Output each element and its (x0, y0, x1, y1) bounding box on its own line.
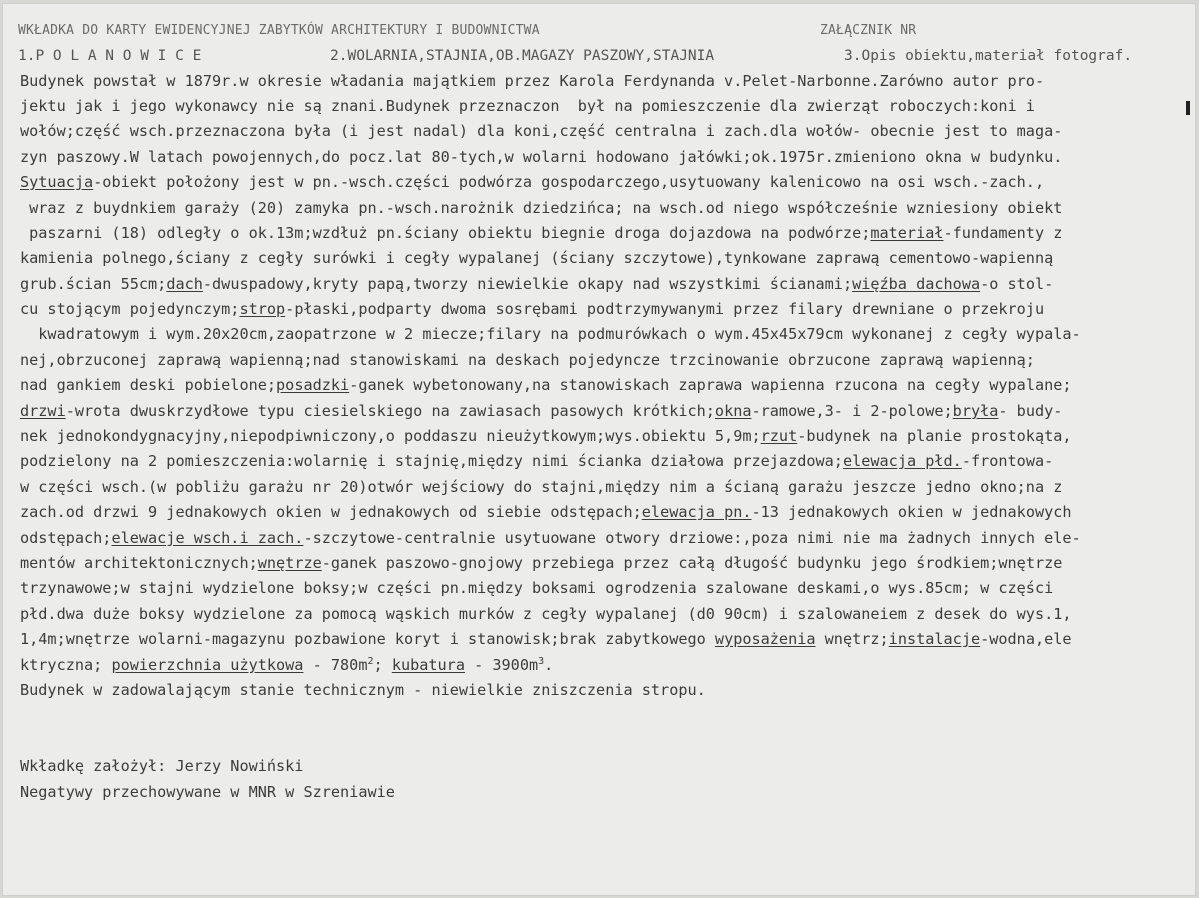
section-heading: elewacje wsch.i zach. (111, 529, 304, 547)
field-locality: 1.P O L A N O W I C E (18, 48, 202, 64)
author-line: Wkładkę założył: Jerzy Nowiński (20, 757, 304, 775)
section-heading: kubatura (391, 656, 465, 675)
field-object-name: 2.WOLARNIA,STAJNIA,OB.MAGAZY PASZOWY,STAJNIA (330, 48, 715, 64)
section-heading: Sytuacja (20, 173, 94, 191)
section-heading: powierzchnia użytkowa (111, 656, 304, 675)
text-line: Budynek w zadowalającym stanie technicznym - niewielkie zniszczenia stropu. (20, 681, 706, 699)
text-line: nej,obrzuconej zaprawą wapienną;nad stanowiskami na deskach pojedyncze trzcinowanie obrzucone zaprawą wapienną; (20, 351, 1035, 369)
section-heading: więźba dachowa (852, 275, 981, 293)
annex-label: ZAŁĄCZNIK NR (820, 23, 917, 38)
field-description-heading: 3.Opis obiektu,materiał fotograf. (844, 48, 1133, 64)
section-heading: instalacje (888, 630, 981, 648)
text-line: kamienia polnego,ściany z cegły surówki i cegły wypalanej (ściany szczytowe),tynkowane zaprawą cementowo-wapienną (20, 249, 1054, 267)
text-line: drzwi-wrota dwuskrzydłowe typu ciesielskiego na zawiasach pasowych krótkich;okna-ramowe,3- i 2-polowe;bryła- budy- (20, 402, 1063, 420)
text-line: wołów;część wsch.przeznaczona była (i jest nadal) dla koni,część centralna i zach.dla wołów- obecnie jest to maga- (20, 122, 1063, 140)
text-line: Sytuacja-obiekt położony jest w pn.-wsch.części podwórza gospodarczego,usytuowany kalenicowo na osi wsch.-zach., (20, 173, 1045, 191)
text-line: ktryczna; powierzchnia użytkowa - $780m^2$; kubatura - $3900m^3$. (20, 656, 554, 675)
section-heading: materiał (870, 224, 944, 242)
text-line: nek jednokondygnacyjny,niepodpiwniczony,o poddaszu nieużytkowym;wys.obiektu 5,9m;rzut-budynek na planie prostokąta, (20, 427, 1072, 445)
text-line: Budynek powstał w 1879r.w okresie władania majątkiem przez Karola Ferdynanda v.Pelet-Narbonne.Zarówno autor pro- (20, 72, 1045, 90)
text-line: nad gankiem deski pobielone;posadzki-ganek wybetonowany,na stanowiskach zaprawa wapienna rzucona na cegły wypalane; (20, 376, 1072, 394)
section-heading: wnętrze (257, 554, 322, 572)
edge-mark (1186, 101, 1190, 115)
text-line: w części wsch.(w pobliżu garażu nr 20)otwór wejściowy do stajni,między nim a ścianą garażu jeszcze jedno okno;na z (20, 478, 1063, 496)
text-line: kwadratowym i wym.20x20cm,zaopatrzone w 2 miecze;filary na podmurówkach o wym.45x45x79cm wykonanej z cegły wypala- (20, 325, 1081, 343)
record-card (2, 3, 1196, 896)
text-line: zyn paszowy.W latach powojennych,do pocz.lat 80-tych,w wolarni hodowano jałówki;ok.1975r.zmieniono okna w budynku. (20, 148, 1063, 166)
section-heading: elewacja płd. (842, 452, 962, 470)
form-title: WKŁADKA DO KARTY EWIDENCYJNEJ ZABYTKÓW ARCHITEKTURY I BUDOWNICTWA (18, 23, 540, 38)
section-heading: strop (239, 300, 286, 318)
negatives-line: Negatywy przechowywane w MNR w Szreniawie (20, 783, 395, 801)
text-line: odstępach;elewacje wsch.i zach.-szczytowe-centralnie usytuowane otwory drziowe:,poza nimi nie ma żadnych innych ele- (20, 529, 1081, 547)
section-heading: wyposażenia (714, 630, 816, 648)
section-heading: okna (714, 402, 752, 420)
text-line: grub.ścian 55cm;dach-dwuspadowy,kryty papą,tworzy niewielkie okapy nad wszystkimi ścianami;więźba dachowa-o stol- (20, 275, 1054, 293)
text-line: mentów architektonicznych;wnętrze-ganek paszowo-gnojowy przebiega przez całą długość budynku jego środkiem;wnętrze (20, 554, 1063, 572)
text-line: 1,4m;wnętrze wolarni-magazynu pozbawione koryt i stanowisk;brak zabytkowego wyposażenia wnętrz;instalacje-wodna,ele (20, 630, 1072, 648)
text-line: podzielony na 2 pomieszczenia:wolarnię i stajnię,między nimi ścianka działowa przejazdowa;elewacja płd.-frontowa- (20, 452, 1054, 470)
text-line: cu stojącym pojedynczym;strop-płaski,podparty dwoma sosrębami podtrzymywanymi przez filary drewniane o przekroju (20, 300, 1045, 318)
section-heading: rzut (760, 427, 798, 445)
section-heading: elewacja pn. (641, 503, 752, 521)
text-line: paszarni (18) odległy o ok.13m;wzdłuż pn.ściany obiektu biegnie droga dojazdowa na podwórze;materiał-fundamenty z (20, 224, 1063, 242)
section-heading: dach (166, 275, 203, 293)
text-line: trzynawowe;w stajni wydzielone boksy;w części pn.między boksami ogrodzenia szalowane deskami,o wys.85cm; w części (20, 579, 1054, 597)
section-heading: bryła (952, 402, 999, 420)
section-heading: drzwi (20, 402, 66, 420)
text-line: zach.od drzwi 9 jednakowych okien w jednakowych od siebie odstępach;elewacja pn.-13 jednakowych okien w jednakowych (20, 503, 1072, 521)
text-line: wraz z buydnkiem garaży (20) zamyka pn.-wsch.narożnik dziedzińca; na wsch.od niego współcześnie wzniesiony obiekt (20, 199, 1063, 217)
text-line: płd.dwa duże boksy wydzielone za pomocą wąskich murków z cegły wypalanej (d0 90cm) i szalowaneiem z desek do wys.1, (20, 605, 1072, 623)
text-line: jektu jak i jego wykonawcy nie są znani.Budynek przeznaczon był na pomieszczenie dla zwierząt roboczych:koni i (20, 97, 1035, 115)
section-heading: posadzki (276, 376, 350, 394)
